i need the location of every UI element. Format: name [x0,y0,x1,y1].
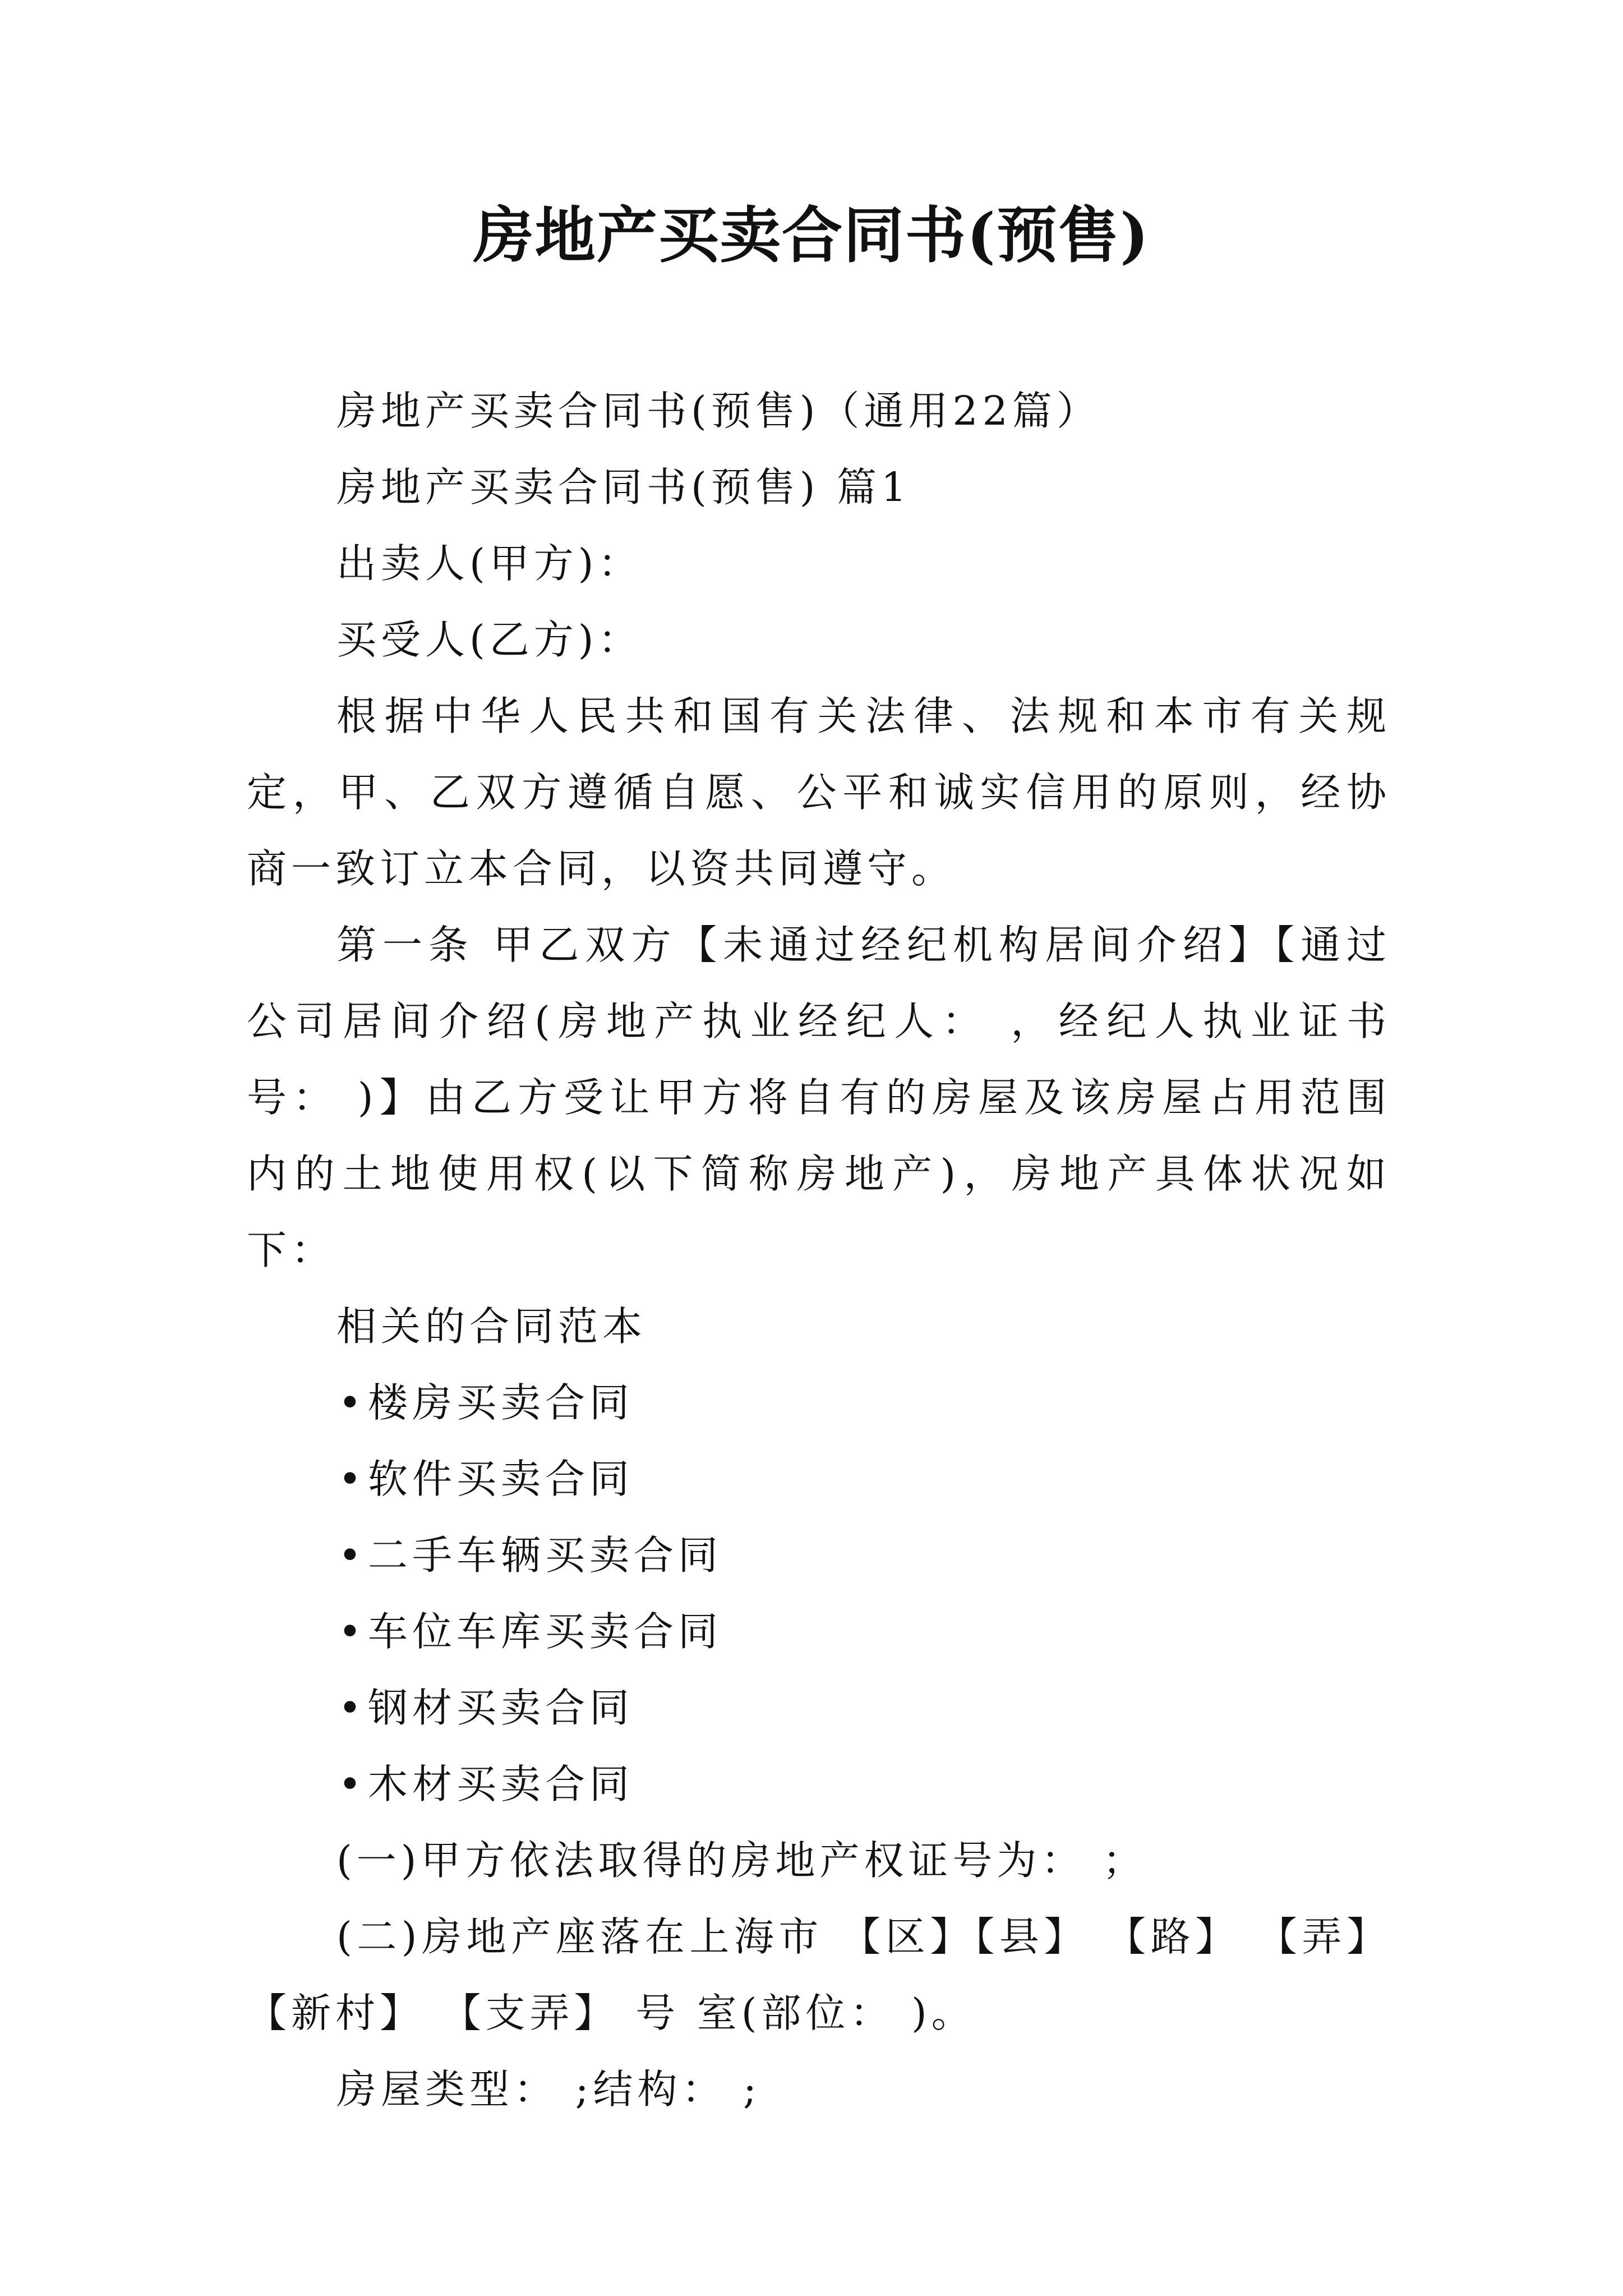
bullet-icon: • [338,1532,366,1579]
related-contract-link[interactable]: 软件买卖合同 [368,1456,634,1502]
subtitle: 房地产买卖合同书(预售)（通用22篇） [336,388,1101,434]
clause-1: (一)甲方依法取得的房地产权证号为： ； [336,1837,1147,1884]
article-1-paragraph: 第一条 甲乙双方【未通过经纪机构居间介绍】【通过 公司居间介绍(房地产执业经纪人： ，经纪人执业证书号： )】由乙方受让甲方将自有的房屋及该房屋占用范围内的土地使用权(以下简称房地产)，房地产具体状况如下： [247,922,1391,1273]
buyer-label: 买受人(乙方)： [336,616,643,663]
related-contracts-heading: 相关的合同范本 [336,1303,647,1350]
related-contract-link[interactable]: 二手车辆买卖合同 [368,1532,723,1579]
seller-label: 出卖人(甲方)： [336,540,643,587]
bullet-icon: • [338,1685,366,1731]
list-item[interactable] [247,1441,1391,1517]
list-item[interactable] [247,1670,1391,1746]
document-title: 房地产买卖合同书(预售) [473,200,1150,271]
house-type-line: 房屋类型： ;结构： ; [336,2066,761,2113]
related-contract-link[interactable]: 钢材买卖合同 [368,1685,634,1731]
related-contract-link[interactable]: 木材买卖合同 [368,1761,634,1807]
list-item[interactable] [247,1517,1391,1594]
bullet-icon: • [338,1761,366,1807]
bullet-icon: • [338,1608,366,1655]
bullet-icon: • [338,1456,366,1502]
clause-2: (二)房地产座落在上海市 【区】【县】 【路】 【弄】【新村】 【支弄】 号 室(部位： )。 [247,1913,1391,2036]
list-item[interactable] [247,1365,1391,1441]
related-contract-link[interactable]: 楼房买卖合同 [368,1379,634,1426]
related-contract-link[interactable]: 车位车库买卖合同 [368,1608,723,1655]
bullet-icon: • [338,1379,366,1426]
list-item[interactable] [247,1746,1391,1823]
preamble-paragraph: 根据中华人民共和国有关法律、法规和本市有关规定，甲、乙双方遵循自愿、公平和诚实信用的原则，经协商一致订立本合同，以资共同遵守。 [247,693,1391,892]
document-body [247,373,1391,2128]
part-heading: 房地产买卖合同书(预售) 篇1 [336,464,911,510]
list-item[interactable] [247,1594,1391,1670]
